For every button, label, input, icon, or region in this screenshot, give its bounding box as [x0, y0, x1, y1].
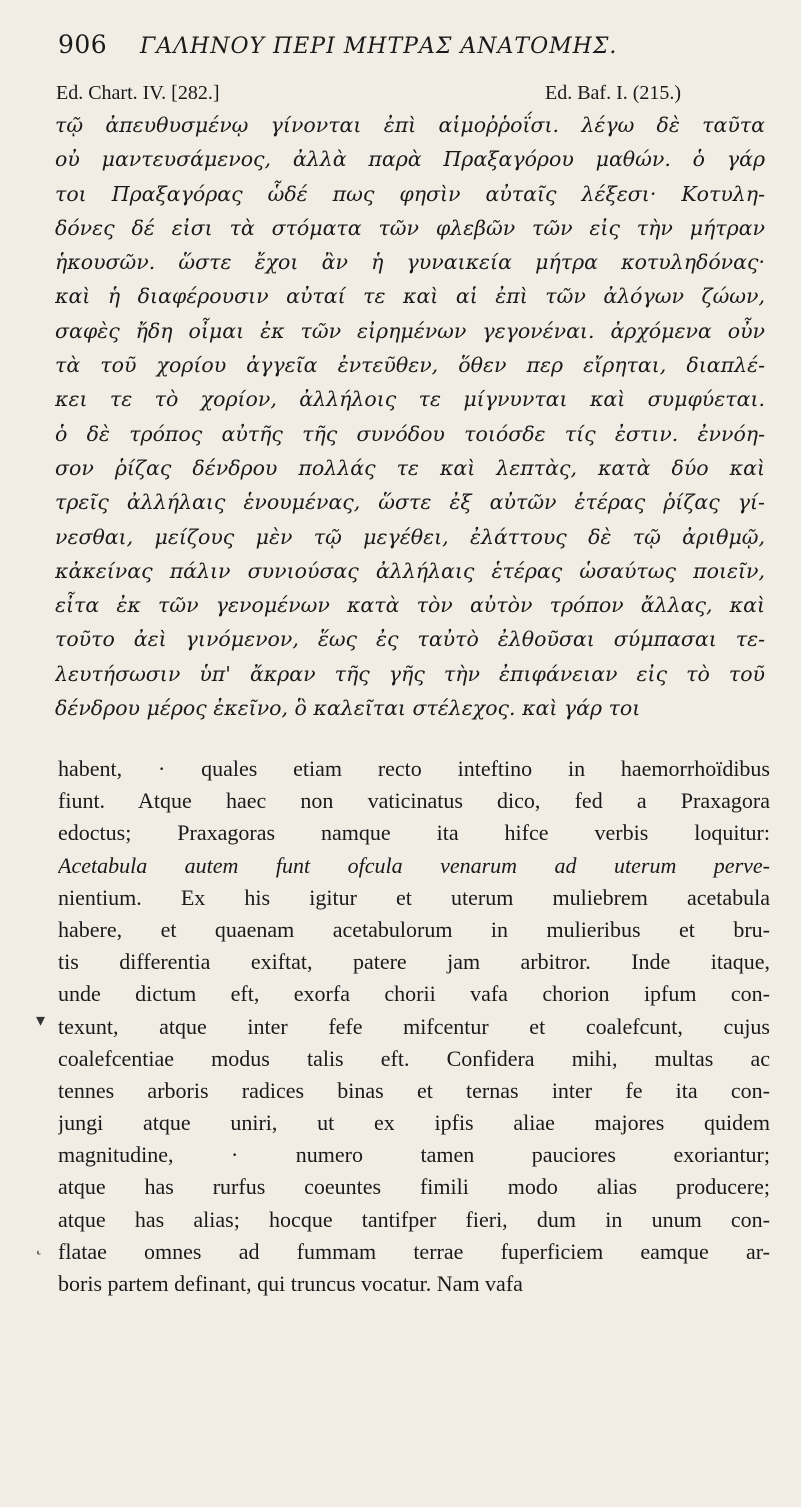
greek-line: κει τε τὸ χορίον, ἀλλήλοις τε μίγνυνται καὶ συμφύεται.: [55, 387, 765, 412]
latin-line: tennes arboris radices binas et ternas inter fe ita con-: [58, 1077, 770, 1103]
greek-line: δένδρου μέρος ἐκεῖνο, ὃ καλεῖται στέλεχος. καὶ γάρ τοι: [55, 696, 641, 721]
latin-line: jungi atque uniri, ut ex ipfis aliae majores quidem: [58, 1110, 770, 1136]
page-header: [58, 24, 758, 64]
latin-line: texunt, atque inter fefe mifcentur et coalefcunt, cujus: [58, 1013, 770, 1039]
greek-line: τοῦτο ἀεὶ γινόμενον, ἕως ἐς ταὐτὸ ἐλθοῦσαι σύμπασαι τε-: [55, 627, 765, 652]
greek-line: τὰ τοῦ χορίου ἀγγεῖα ἐντεῦθεν, ὅθεν περ εἴρηται, διαπλέ-: [55, 353, 765, 378]
latin-line: magnitudine, · numero tamen pauciores exoriantur;: [58, 1142, 770, 1168]
latin-text-block: [58, 753, 770, 1300]
edition-reference-basel: Ed. Baf. I. (215.): [545, 82, 682, 104]
greek-line: τῷ ἀπευθυσμένῳ γίνονται ἐπὶ αἱμοῤῥοΐσι. λέγω δὲ ταῦτα: [55, 113, 765, 137]
greek-line: ἡκουσῶν. ὥστε ἔχοι ἂν ἡ γυναικεία μήτρα κοτυληδόνας·: [55, 250, 765, 275]
greek-line: ὁ δὲ τρόπος αὐτῆς τῆς συνόδου τοιόσδε τίς ἐστιν. ἐννόη-: [55, 421, 765, 446]
running-title: ΓΑΛΗΝΟΥ ΠΕΡΙ ΜΗΤΡΑΣ ΑΝΑΤΟΜΗΣ.: [140, 34, 618, 59]
latin-line: boris partem definant, qui truncus vocatur. Nam vafa: [58, 1271, 523, 1296]
greek-line: δόνες δέ εἰσι τὰ στόματα τῶν φλεβῶν τῶν εἰς τὴν μήτραν: [55, 215, 765, 240]
latin-line: atque has rurfus coeuntes fimili modo alias producere;: [58, 1174, 770, 1200]
edition-reference-chartier: Ed. Chart. IV. [282.]: [56, 82, 220, 104]
margin-mark: ▾: [36, 1010, 46, 1030]
latin-line: habere, et quaenam acetabulorum in mulieribus et bru-: [58, 916, 770, 942]
greek-line: τοι Πραξαγόρας ὧδέ πως φησὶν αὐταῖς λέξεσι· Κοτυλη-: [55, 181, 765, 206]
latin-line: fiunt. Atque haec non vaticinatus dico, fed a Praxagora: [58, 788, 770, 814]
greek-line: σαφὲς ἤδη οἶμαι ἐκ τῶν εἰρημένων γεγονέναι. ἀρχόμενα οὖν: [55, 318, 765, 343]
latin-line: edoctus; Praxagoras namque ita hifce verbis loquitur:: [58, 820, 770, 846]
latin-line: atque has alias; hocque tantifper fieri, dum in unum con-: [58, 1206, 770, 1232]
greek-line: εἶτα ἐκ τῶν γενομένων κατὰ τὸν αὐτὸν τρόπον ἄλλας, καὶ: [55, 593, 765, 618]
greek-line: λευτήσωσιν ὑπ' ἄκραν τῆς γῆς τὴν ἐπιφάνειαν εἰς τὸ τοῦ: [55, 661, 765, 686]
latin-line: habent, · quales etiam recto inteftino in haemorrhoïdibus: [58, 756, 770, 781]
latin-line: coalefcentiae modus talis eft. Confidera mihi, multas ac: [58, 1045, 770, 1071]
latin-line: nientium. Ex his igitur et uterum muliebrem acetabula: [58, 884, 770, 910]
latin-line-quotation: Acetabula autem funt ofcula venarum ad uterum perve-: [58, 852, 770, 878]
margin-mark: ˛: [36, 1235, 42, 1255]
greek-line: καὶ ἡ διαφέρουσιν αὐταί τε καὶ αἱ ἐπὶ τῶν ἀλόγων ζώων,: [55, 284, 765, 309]
greek-text-block: [55, 108, 765, 725]
latin-line: tis differentia exiftat, patere jam arbitror. Inde itaque,: [58, 949, 770, 975]
latin-line: flatae omnes ad fummam terrae fuperficiem eamque ar-: [58, 1238, 770, 1264]
greek-line: νεσθαι, μείζους μὲν τῷ μεγέθει, ἐλάττους δὲ τῷ ἀριθμῷ,: [55, 524, 765, 549]
greek-line: σον ῥίζας δένδρου πολλάς τε καὶ λεπτὰς, κατὰ δύο καὶ: [55, 455, 765, 480]
greek-line: οὐ μαντευσάμενος, ἀλλὰ παρὰ Πραξαγόρου μαθών. ὁ γάρ: [55, 147, 765, 172]
latin-line: unde dictum eft, exorfa chorii vafa chorion ipfum con-: [58, 981, 770, 1007]
greek-line: τρεῖς ἀλλήλαις ἑνουμένας, ὥστε ἐξ αὐτῶν ἑτέρας ῥίζας γί-: [55, 490, 765, 515]
page-number: 906: [58, 30, 108, 59]
greek-line: κἀκείνας πάλιν συνιούσας ἀλλήλαις ἑτέρας ὡσαύτως ποιεῖν,: [55, 558, 765, 583]
